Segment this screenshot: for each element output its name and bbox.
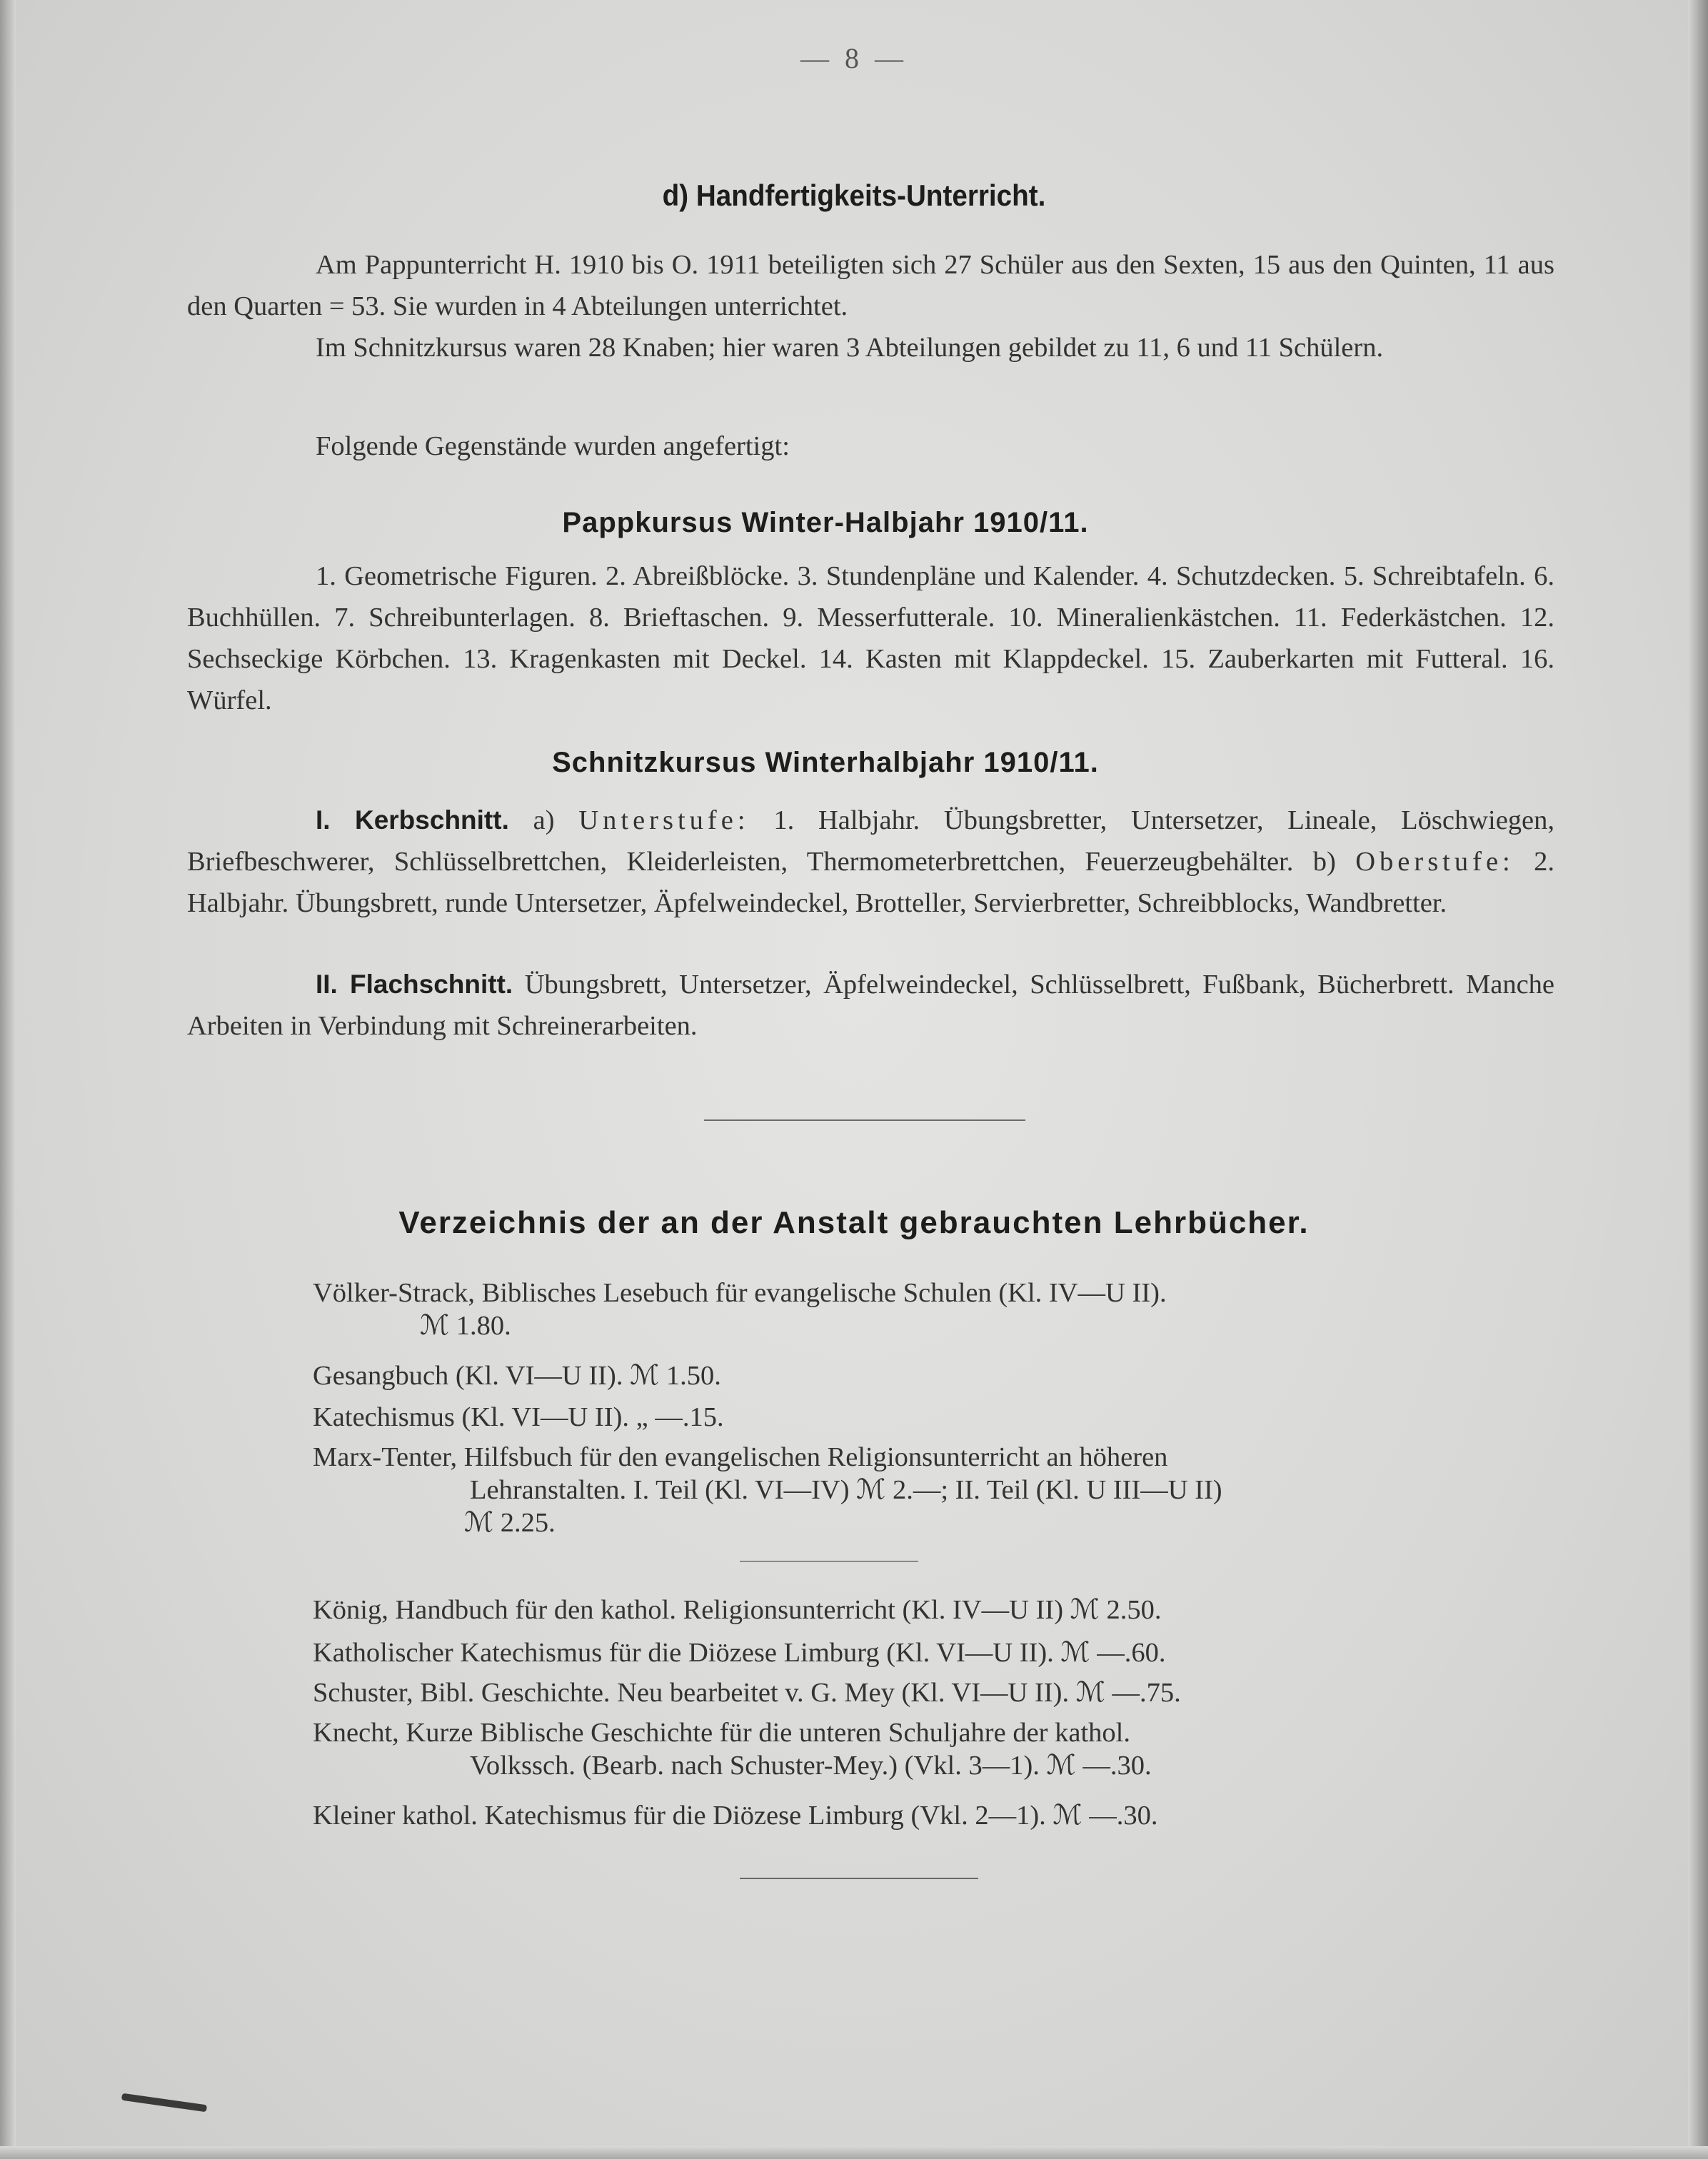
intro-paragraph-3: Folgende Gegenstände wurden angefertigt: — [316, 431, 790, 461]
catholic-divider — [740, 1561, 918, 1562]
flachschnitt-paragraph — [187, 964, 1554, 1047]
book-line: Kleiner kathol. Katechismus für die Diözese Limburg (Vkl. 2—1). ℳ —.30. — [313, 1801, 1158, 1831]
flachschnitt-lead: II. Flachschnitt. — [316, 970, 513, 999]
book-line: König, Handbuch für den kathol. Religionsunterricht (Kl. IV—U II) ℳ 2.50. — [313, 1595, 1162, 1625]
kerbschnitt-b-marker: b) — [1312, 847, 1336, 877]
book-entry — [313, 1277, 1427, 1342]
book-line-continuation: Lehranstalten. I. Teil (Kl. VI—IV) ℳ 2.—; II. Teil (Kl. U III—U II) — [470, 1475, 1222, 1505]
pappkursus-list: 1. Geometrische Figuren. 2. Abreißblöcke. 3. Stundenpläne und Kalender. 4. Schutzdecken. 5. Schreibtafeln. 6. Buchhüllen. 7. Schreibunterlagen. 8. Brieftaschen. 9. Messerfutterale. 10. Mineralienkästchen. 11. Federkästchen. 12. Sechseckige Körbchen. 13. Kragenkasten mit Deckel. 14. Kasten mit Klappdeckel. 15. Zauberkarten mit Futteral. 16. Würfel. — [187, 561, 1554, 715]
end-divider — [740, 1878, 978, 1879]
book-entry — [313, 1799, 1427, 1832]
kerbschnitt-block — [187, 800, 1554, 924]
flachschnitt-block — [187, 964, 1554, 1047]
book-entry — [313, 1636, 1427, 1669]
heading-verzeichnis: Verzeichnis der an der Anstalt gebrauchten Lehrbücher. — [398, 1205, 1310, 1240]
kerbschnitt-text-1: 1. Halbjahr. Übungsbretter, Untersetzer, Lineale, Löschwiegen, Briefbeschwerer, Schlüsselbrettchen, Kleiderleisten, Thermometerbrettchen, Feuerzeugbehälter. — [187, 805, 1555, 877]
pappkursus-block — [187, 555, 1554, 721]
oberstufe-label: Oberstufe: — [1355, 847, 1514, 877]
kerbschnitt-lead: I. Kerbschnitt. — [316, 805, 509, 835]
heading-schnitzkursus: Schnitzkursus Winterhalbjahr 1910/11. — [552, 747, 1099, 778]
book-line: Katholischer Katechismus für die Diözese Limburg (Kl. VI—U II). ℳ —.60. — [313, 1638, 1166, 1668]
intro-paragraphs — [187, 244, 1554, 368]
book-line-continuation: ℳ 2.25. — [464, 1508, 556, 1538]
book-line: Völker-Strack, Biblisches Lesebuch für evangelische Schulen (Kl. IV—U II). — [313, 1278, 1167, 1308]
kerbschnitt-a-marker: a) — [533, 805, 555, 835]
unterstufe-label: Unterstufe: — [578, 805, 750, 835]
book-line: Katechismus (Kl. VI—U II). „ —.15. — [313, 1402, 724, 1432]
flachschnitt-text: Übungsbrett, Untersetzer, Äpfelweindeckel, Schlüsselbrett, Fußbank, Bücherbrett. Manche Arbeiten in Verbindung mit Schreinerarbeiten. — [187, 970, 1555, 1041]
book-line: Gesangbuch (Kl. VI—U II). ℳ 1.50. — [313, 1361, 721, 1391]
book-line: Knecht, Kurze Biblische Geschichte für die unteren Schuljahre der kathol. — [313, 1718, 1130, 1748]
page-number: — 8 — — [800, 42, 908, 74]
book-entry — [313, 1359, 1427, 1392]
page-edge-bottom — [0, 2146, 1708, 2159]
book-entry — [313, 1594, 1427, 1626]
gegenstaende-paragraph-wrap — [187, 426, 1554, 467]
book-entry — [313, 1441, 1427, 1539]
intro-paragraph-1: Am Pappunterricht H. 1910 bis O. 1911 beteiligten sich 27 Schüler aus den Sexten, 15 aus den Quinten, 11 aus den Quarten = 53. Sie wurden in 4 Abteilungen unterrichtet. — [187, 250, 1554, 321]
page-edge-right — [1688, 0, 1708, 2159]
kerbschnitt-text-2: 2. Halbjahr. Übungsbrett, runde Untersetzer, Äpfelweindeckel, Brotteller, Servierbretter, Schreibblocks, Wandbretter. — [187, 847, 1554, 918]
book-line: Schuster, Bibl. Geschichte. Neu bearbeitet v. G. Mey (Kl. VI—U II). ℳ —.75. — [313, 1678, 1181, 1708]
book-line-continuation: ℳ 1.80. — [420, 1311, 511, 1341]
book-entry — [313, 1401, 1427, 1434]
heading-pappkursus: Pappkursus Winter-Halbjahr 1910/11. — [562, 507, 1089, 538]
book-line: Marx-Tenter, Hilfsbuch für den evangelischen Religionsunterricht an höheren — [313, 1442, 1168, 1472]
page-edge-left — [0, 0, 16, 2159]
book-line-continuation: Volkssch. (Bearb. nach Schuster-Mey.) (Vkl. 3—1). ℳ —.30. — [470, 1751, 1152, 1781]
ink-smudge — [121, 2093, 207, 2113]
heading-handfertigkeit: d) Handfertigkeits-Unterricht. — [662, 178, 1046, 212]
book-entry — [313, 1716, 1427, 1782]
book-entry — [313, 1676, 1427, 1709]
kerbschnitt-paragraph — [187, 800, 1554, 924]
intro-paragraph-2: Im Schnitzkursus waren 28 Knaben; hier waren 3 Abteilungen gebildet zu 11, 6 und 11 Schülern. — [316, 333, 1384, 363]
section-divider — [704, 1119, 1025, 1121]
